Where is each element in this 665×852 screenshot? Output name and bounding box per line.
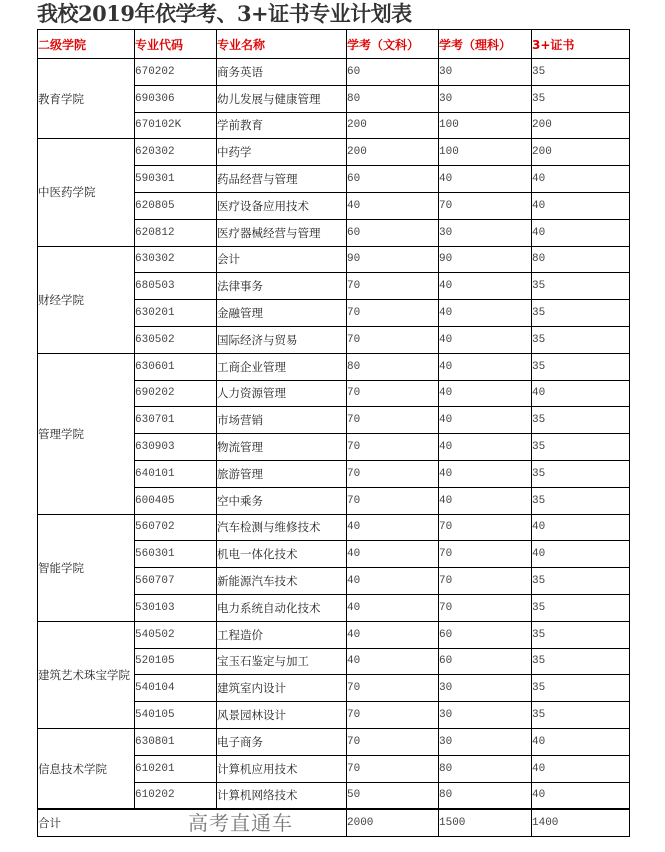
major-name: 物流管理 (217, 434, 347, 461)
college-cell: 管理学院 (38, 353, 135, 514)
arts-quota: 70 (347, 380, 439, 407)
arts-quota: 70 (347, 728, 439, 755)
table-row (38, 728, 630, 755)
major-name: 法律事务 (217, 273, 347, 300)
major-name: 建筑室内设计 (217, 675, 347, 702)
arts-quota: 70 (347, 434, 439, 461)
arts-quota: 70 (347, 755, 439, 782)
cert-quota: 40 (532, 541, 630, 568)
arts-quota: 40 (347, 648, 439, 675)
cert-quota: 35 (532, 59, 630, 86)
major-code: 630903 (135, 434, 217, 461)
total-value: 1400 (532, 809, 630, 837)
arts-quota: 80 (347, 85, 439, 112)
table-row (38, 353, 630, 380)
major-name: 医疗设备应用技术 (217, 192, 347, 219)
major-code: 620302 (135, 139, 217, 166)
major-name: 学前教育 (217, 112, 347, 139)
arts-quota: 70 (347, 460, 439, 487)
major-code: 680503 (135, 273, 217, 300)
arts-quota: 40 (347, 594, 439, 621)
science-quota: 30 (439, 219, 532, 246)
total-label: 合计 (38, 816, 61, 831)
science-quota: 30 (439, 728, 532, 755)
major-code: 590301 (135, 166, 217, 193)
major-name: 汽车检测与维修技术 (217, 514, 347, 541)
cert-quota: 35 (532, 568, 630, 595)
major-name: 电子商务 (217, 728, 347, 755)
cert-quota: 35 (532, 273, 630, 300)
science-quota: 40 (439, 460, 532, 487)
arts-quota: 70 (347, 487, 439, 514)
college-cell: 教育学院 (38, 59, 135, 139)
cert-quota: 35 (532, 648, 630, 675)
cert-quota: 40 (532, 755, 630, 782)
major-name: 中药学 (217, 139, 347, 166)
cert-quota: 40 (532, 728, 630, 755)
science-quota: 30 (439, 59, 532, 86)
major-name: 人力资源管理 (217, 380, 347, 407)
college-cell: 建筑艺术珠宝学院 (38, 621, 135, 728)
science-quota: 100 (439, 112, 532, 139)
major-name: 市场营销 (217, 407, 347, 434)
major-code: 690202 (135, 380, 217, 407)
arts-quota: 40 (347, 541, 439, 568)
cert-quota: 80 (532, 246, 630, 273)
cert-quota: 35 (532, 702, 630, 729)
major-code: 610201 (135, 755, 217, 782)
cert-quota: 40 (532, 166, 630, 193)
page-title: 我校2019年依学考、3+证书专业计划表 (37, 1, 412, 26)
science-quota: 40 (439, 380, 532, 407)
arts-quota: 40 (347, 514, 439, 541)
science-quota: 90 (439, 246, 532, 273)
science-quota: 70 (439, 594, 532, 621)
major-name: 工商企业管理 (217, 353, 347, 380)
science-quota: 70 (439, 568, 532, 595)
major-code: 630302 (135, 246, 217, 273)
cert-quota: 35 (532, 487, 630, 514)
major-name: 风景园林设计 (217, 702, 347, 729)
cert-quota: 35 (532, 85, 630, 112)
watermark: 高考直通车 (188, 811, 293, 836)
major-code: 690306 (135, 85, 217, 112)
cert-quota: 40 (532, 192, 630, 219)
major-code: 530103 (135, 594, 217, 621)
total-label-cell (38, 809, 347, 837)
major-code: 540502 (135, 621, 217, 648)
cert-quota: 40 (532, 380, 630, 407)
major-code: 610202 (135, 782, 217, 809)
arts-quota: 200 (347, 139, 439, 166)
major-code: 640101 (135, 460, 217, 487)
major-code: 670202 (135, 59, 217, 86)
major-name: 商务英语 (217, 59, 347, 86)
cert-quota: 40 (532, 514, 630, 541)
arts-quota: 80 (347, 353, 439, 380)
college-cell: 智能学院 (38, 514, 135, 621)
arts-quota: 70 (347, 675, 439, 702)
header-code: 专业代码 (135, 30, 217, 59)
science-quota: 70 (439, 541, 532, 568)
arts-quota: 40 (347, 568, 439, 595)
science-quota: 40 (439, 353, 532, 380)
cert-quota: 200 (532, 139, 630, 166)
college-cell: 中医药学院 (38, 139, 135, 246)
major-code: 630201 (135, 300, 217, 327)
major-code: 560702 (135, 514, 217, 541)
arts-quota: 40 (347, 192, 439, 219)
cert-quota: 35 (532, 434, 630, 461)
cert-quota: 35 (532, 621, 630, 648)
science-quota: 40 (439, 407, 532, 434)
major-code: 670102K (135, 112, 217, 139)
major-name: 药品经营与管理 (217, 166, 347, 193)
major-name: 空中乘务 (217, 487, 347, 514)
arts-quota: 70 (347, 326, 439, 353)
science-quota: 70 (439, 514, 532, 541)
science-quota: 30 (439, 85, 532, 112)
header-college: 二级学院 (38, 30, 135, 59)
major-name: 新能源汽车技术 (217, 568, 347, 595)
science-quota: 80 (439, 755, 532, 782)
major-name: 会计 (217, 246, 347, 273)
major-name: 机电一体化技术 (217, 541, 347, 568)
cert-quota: 35 (532, 300, 630, 327)
major-code: 620812 (135, 219, 217, 246)
cert-quota: 200 (532, 112, 630, 139)
science-quota: 40 (439, 166, 532, 193)
major-name: 旅游管理 (217, 460, 347, 487)
major-code: 630502 (135, 326, 217, 353)
table-row (38, 246, 630, 273)
header-science: 学考（理科） (439, 30, 532, 59)
arts-quota: 60 (347, 59, 439, 86)
major-code: 630801 (135, 728, 217, 755)
major-name: 宝玉石鉴定与加工 (217, 648, 347, 675)
cert-quota: 35 (532, 675, 630, 702)
major-name: 计算机网络技术 (217, 782, 347, 809)
science-quota: 100 (439, 139, 532, 166)
total-value: 1500 (439, 809, 532, 837)
header-arts: 学考（文科） (347, 30, 439, 59)
total-value: 2000 (347, 809, 439, 837)
cert-quota: 35 (532, 407, 630, 434)
science-quota: 40 (439, 273, 532, 300)
major-code: 560707 (135, 568, 217, 595)
header-cert: 3+证书 (532, 30, 630, 59)
table-row (38, 139, 630, 166)
college-cell: 财经学院 (38, 246, 135, 353)
science-quota: 60 (439, 621, 532, 648)
science-quota: 40 (439, 326, 532, 353)
arts-quota: 70 (347, 407, 439, 434)
science-quota: 30 (439, 702, 532, 729)
cert-quota: 35 (532, 326, 630, 353)
table-row (38, 514, 630, 541)
major-code: 540104 (135, 675, 217, 702)
major-name: 医疗器械经营与管理 (217, 219, 347, 246)
total-row (38, 809, 630, 837)
major-name: 金融管理 (217, 300, 347, 327)
arts-quota: 70 (347, 300, 439, 327)
science-quota: 70 (439, 192, 532, 219)
science-quota: 80 (439, 782, 532, 809)
cert-quota: 40 (532, 219, 630, 246)
arts-quota: 70 (347, 702, 439, 729)
science-quota: 60 (439, 648, 532, 675)
major-name: 工程造价 (217, 621, 347, 648)
science-quota: 40 (439, 300, 532, 327)
table-row (38, 59, 630, 86)
science-quota: 40 (439, 434, 532, 461)
major-name: 电力系统自动化技术 (217, 594, 347, 621)
cert-quota: 40 (532, 782, 630, 809)
major-name: 计算机应用技术 (217, 755, 347, 782)
major-code: 630601 (135, 353, 217, 380)
cert-quota: 35 (532, 353, 630, 380)
arts-quota: 40 (347, 621, 439, 648)
major-code: 620805 (135, 192, 217, 219)
college-cell: 信息技术学院 (38, 728, 135, 809)
arts-quota: 60 (347, 166, 439, 193)
major-name: 国际经济与贸易 (217, 326, 347, 353)
arts-quota: 60 (347, 219, 439, 246)
major-code: 520105 (135, 648, 217, 675)
cert-quota: 35 (532, 460, 630, 487)
major-code: 630701 (135, 407, 217, 434)
header-name: 专业名称 (217, 30, 347, 59)
major-code: 600405 (135, 487, 217, 514)
major-plan-table (37, 29, 630, 837)
arts-quota: 50 (347, 782, 439, 809)
table-header-row (38, 30, 630, 59)
science-quota: 30 (439, 675, 532, 702)
major-code: 540105 (135, 702, 217, 729)
arts-quota: 70 (347, 273, 439, 300)
table-row (38, 621, 630, 648)
major-code: 560301 (135, 541, 217, 568)
arts-quota: 200 (347, 112, 439, 139)
major-name: 幼儿发展与健康管理 (217, 85, 347, 112)
arts-quota: 90 (347, 246, 439, 273)
science-quota: 40 (439, 487, 532, 514)
cert-quota: 35 (532, 594, 630, 621)
